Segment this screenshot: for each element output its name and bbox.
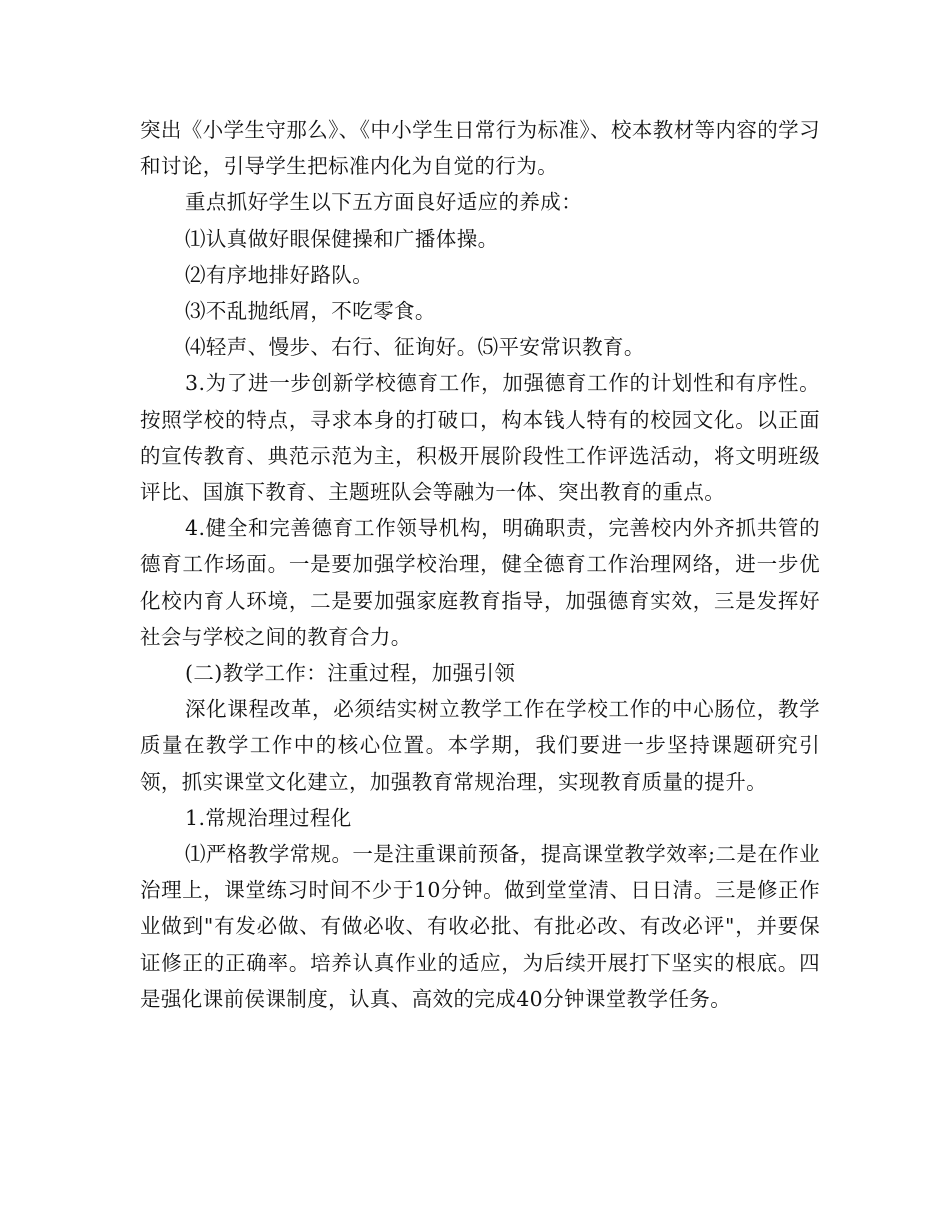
paragraph-point-3: 3.为了进一步创新学校德育工作，加强德育工作的计划性和有序性。按照学校的特点，寻求本身的打破口，构本钱人特有的校园文化。以正面的宣传教育、典范示范为主，积极开展阶段性工作评选活动，将文明班级评比、国旗下教育、主题班队会等融为一体、突出教育的重点。 (140, 371, 820, 505)
paragraph-point-4: 4.健全和完善德育工作领导机构，明确职责，完善校内外齐抓共管的德育工作场面。一是要加强学校治理，健全德育工作治理网络，进一步优化校内育人环境，二是要加强家庭教育指导，加强德育实效，三是发挥好社会与学校之间的教育合力。 (140, 516, 820, 649)
list-item-3: ⑶不乱抛纸屑，不吃零食。 (185, 299, 436, 324)
section-heading-teaching: (二)教学工作：注重过程，加强引领 (185, 661, 516, 686)
subheading-routine-management: 1.常规治理过程化 (185, 805, 352, 830)
paragraph-teaching-intro: 深化课程改革，必须结实树立教学工作在学校工作的中心肠位，教学质量在教学工作中的核心位置。本学期，我们要进一步坚持课题研究引领，抓实课堂文化建立，加强教育常规治理，实现教育质量的提升。 (140, 697, 820, 794)
list-item-2: ⑵有序地排好路队。 (185, 262, 374, 287)
paragraph-habits-intro: 重点抓好学生以下五方面良好适应的养成： (185, 190, 583, 215)
document-body (140, 112, 820, 1017)
paragraph-teaching-routine: ⑴严格教学常规。一是注重课前预备，提高课堂教学效率;二是在作业治理上，课堂练习时间不少于10分钟。做到堂堂清、日日清。三是修正作业做到"有发必做、有做必收、有收必批、有批必改、有改必评"，并要保证修正的正确率。培养认真作业的适应，为后续开展打下坚实的根底。四是强化课前侯课制度，认真、高效的完成40分钟课堂教学任务。 (140, 842, 820, 1011)
paragraph-continuation: 突出《小学生守那么》、《中小学生日常行为标准》、校本教材等内容的学习和讨论，引导学生把标准内化为自觉的行为。 (140, 118, 820, 179)
list-item-1: ⑴认真做好眼保健操和广播体操。 (185, 226, 499, 251)
list-item-4-5: ⑷轻声、慢步、右行、征询好。⑸平安常识教育。 (185, 335, 645, 360)
